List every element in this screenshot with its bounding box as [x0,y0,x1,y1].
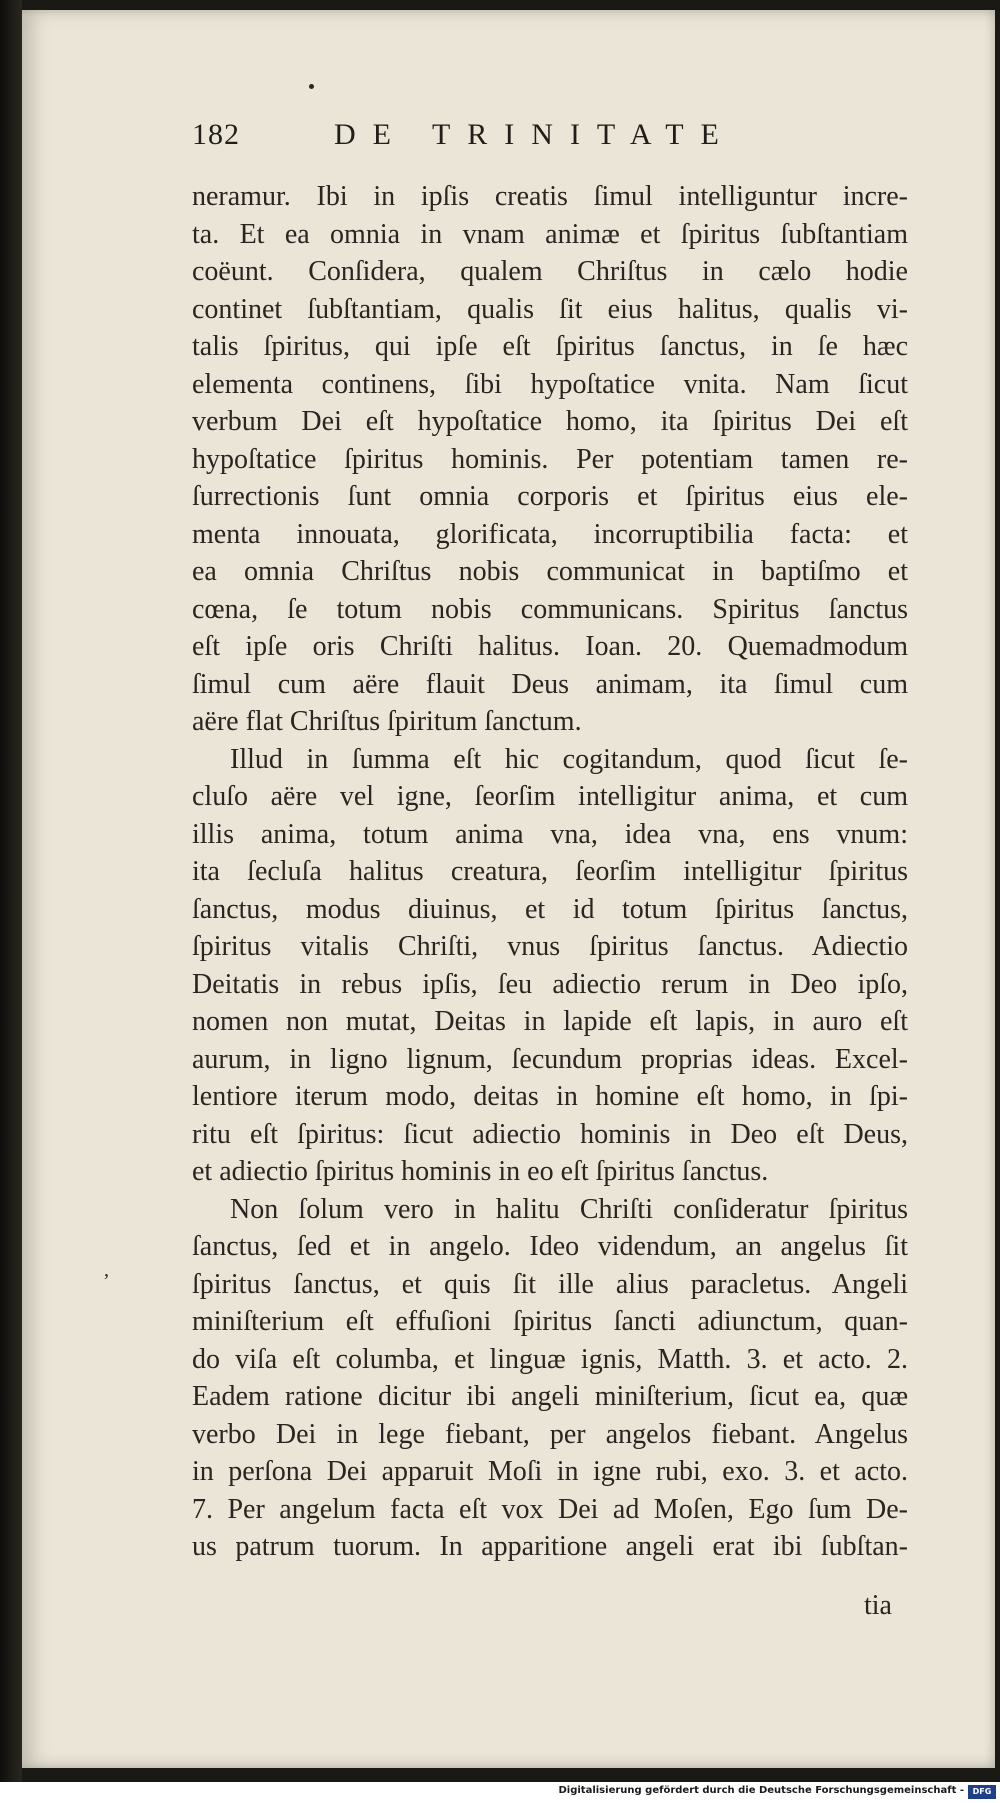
dfg-logo: DFG [968,1785,996,1799]
catchword: tia [864,1590,892,1621]
text-line: miniſterium eſt effuſioni ſpiritus ſancti adiunctum, quan- [192,1306,908,1337]
text-line: ea omnia Chriſtus nobis communicat in baptiſmo et [192,556,908,587]
text-line: ſimul cum aëre flauit Deus animam, ita ſimul cum [192,668,908,700]
text-line: do viſa eſt columba, et linguæ ignis, Matth. 3. et acto. 2. [192,1343,908,1375]
text-line: et adiectio ſpiritus hominis in eo eſt ſpiritus ſanctus. [192,1156,769,1187]
text-line: talis ſpiritus, qui ipſe eſt ſpiritus ſanctus, in ſe hæc [192,331,908,362]
ink-speck [309,84,314,89]
body-text [192,178,908,1566]
text-line: menta innouata, glorificata, incorruptibilia facta: et [192,518,908,550]
text-line: 7. Per angelum facta eſt vox Dei ad Moſen, Ego ſum De- [192,1493,908,1525]
text-line: continet ſubſtantiam, qualis ſit eius halitus, qualis vi- [192,293,908,325]
text-line: illis anima, totum anima vna, idea vna, ens vnum: [192,818,908,850]
margin-mark: , [104,1259,109,1281]
text-line: coëunt. Conſidera, qualem Chriſtus in cælo hodie [192,256,908,287]
text-line: Deitatis in rebus ipſis, ſeu adiectio rerum in Deo ipſo, [192,968,908,1000]
page-header [192,118,792,160]
text-line: Non ſolum vero in halitu Chriſti conſideratur ſpiritus [230,1193,908,1225]
text-line: ita ſecluſa halitus creatura, ſeorſim intelligitur ſpiritus [192,856,908,887]
text-line: cluſo aëre vel igne, ſeorſim intelligitur anima, et cum [192,781,908,812]
text-line: aurum, in ligno lignum, ſecundum proprias ideas. Excel- [192,1043,908,1075]
text-line: cœna, ſe totum nobis communicans. Spiritus ſanctus [192,593,908,625]
text-line: verbo Dei in lege fiebant, per angelos fiebant. Angelus [192,1418,908,1450]
text-line: ſurrectionis ſunt omnia corporis et ſpiritus eius ele- [192,481,908,512]
text-line: Illud in ſumma eſt hic cogitandum, quod ſicut ſe- [230,743,908,775]
text-line: ſanctus, modus diuinus, et id totum ſpiritus ſanctus, [192,893,908,925]
text-line: nomen non mutat, Deitas in lapide eſt lapis, in auro eſt [192,1006,908,1037]
book-gutter-edge [0,0,22,1782]
text-line: ſpiritus ſanctus, et quis ſit ille alius paracletus. Angeli [192,1268,908,1300]
text-line: ritu eſt ſpiritus: ſicut adiectio hominis in Deo eſt Deus, [192,1118,908,1150]
text-line: elementa continens, ſibi hypoſtatice vnita. Nam ſicut [192,368,908,400]
text-line: lentiore iterum modo, deitas in homine eſt homo, in ſpi- [192,1081,908,1112]
text-line: in perſona Dei apparuit Moſi in igne rubi, exo. 3. et acto. [192,1456,908,1487]
footer-credit: Digitalisierung gefördert durch die Deutsche Forschungsgemeinschaft - [558,1785,964,1796]
text-line: verbum Dei eſt hypoſtatice homo, ita ſpiritus Dei eſt [192,406,908,437]
page-number: 182 [192,118,240,151]
running-title: DE TRINITATE [334,118,736,151]
text-line: aëre flat Chriſtus ſpiritum ſanctum. [192,706,582,737]
text-line: ta. Et ea omnia in vnam animæ et ſpiritus ſubſtantiam [192,218,908,250]
text-line: us patrum tuorum. In apparitione angeli erat ibi ſubſtan- [192,1531,908,1562]
text-line: hypoſtatice ſpiritus hominis. Per potentiam tamen re- [192,443,908,475]
text-line: ſanctus, ſed et in angelo. Ideo videndum, an angelus ſit [192,1231,908,1262]
text-line: eſt ipſe oris Chriſti halitus. Ioan. 20. Quemadmodum [192,631,908,662]
text-line: neramur. Ibi in ipſis creatis ſimul intelliguntur incre- [192,181,908,212]
text-line: ſpiritus vitalis Chriſti, vnus ſpiritus ſanctus. Adiectio [192,931,908,962]
text-line: Eadem ratione dicitur ibi angeli miniſterium, ſicut ea, quæ [192,1381,908,1412]
digitization-footer [0,1782,1000,1803]
